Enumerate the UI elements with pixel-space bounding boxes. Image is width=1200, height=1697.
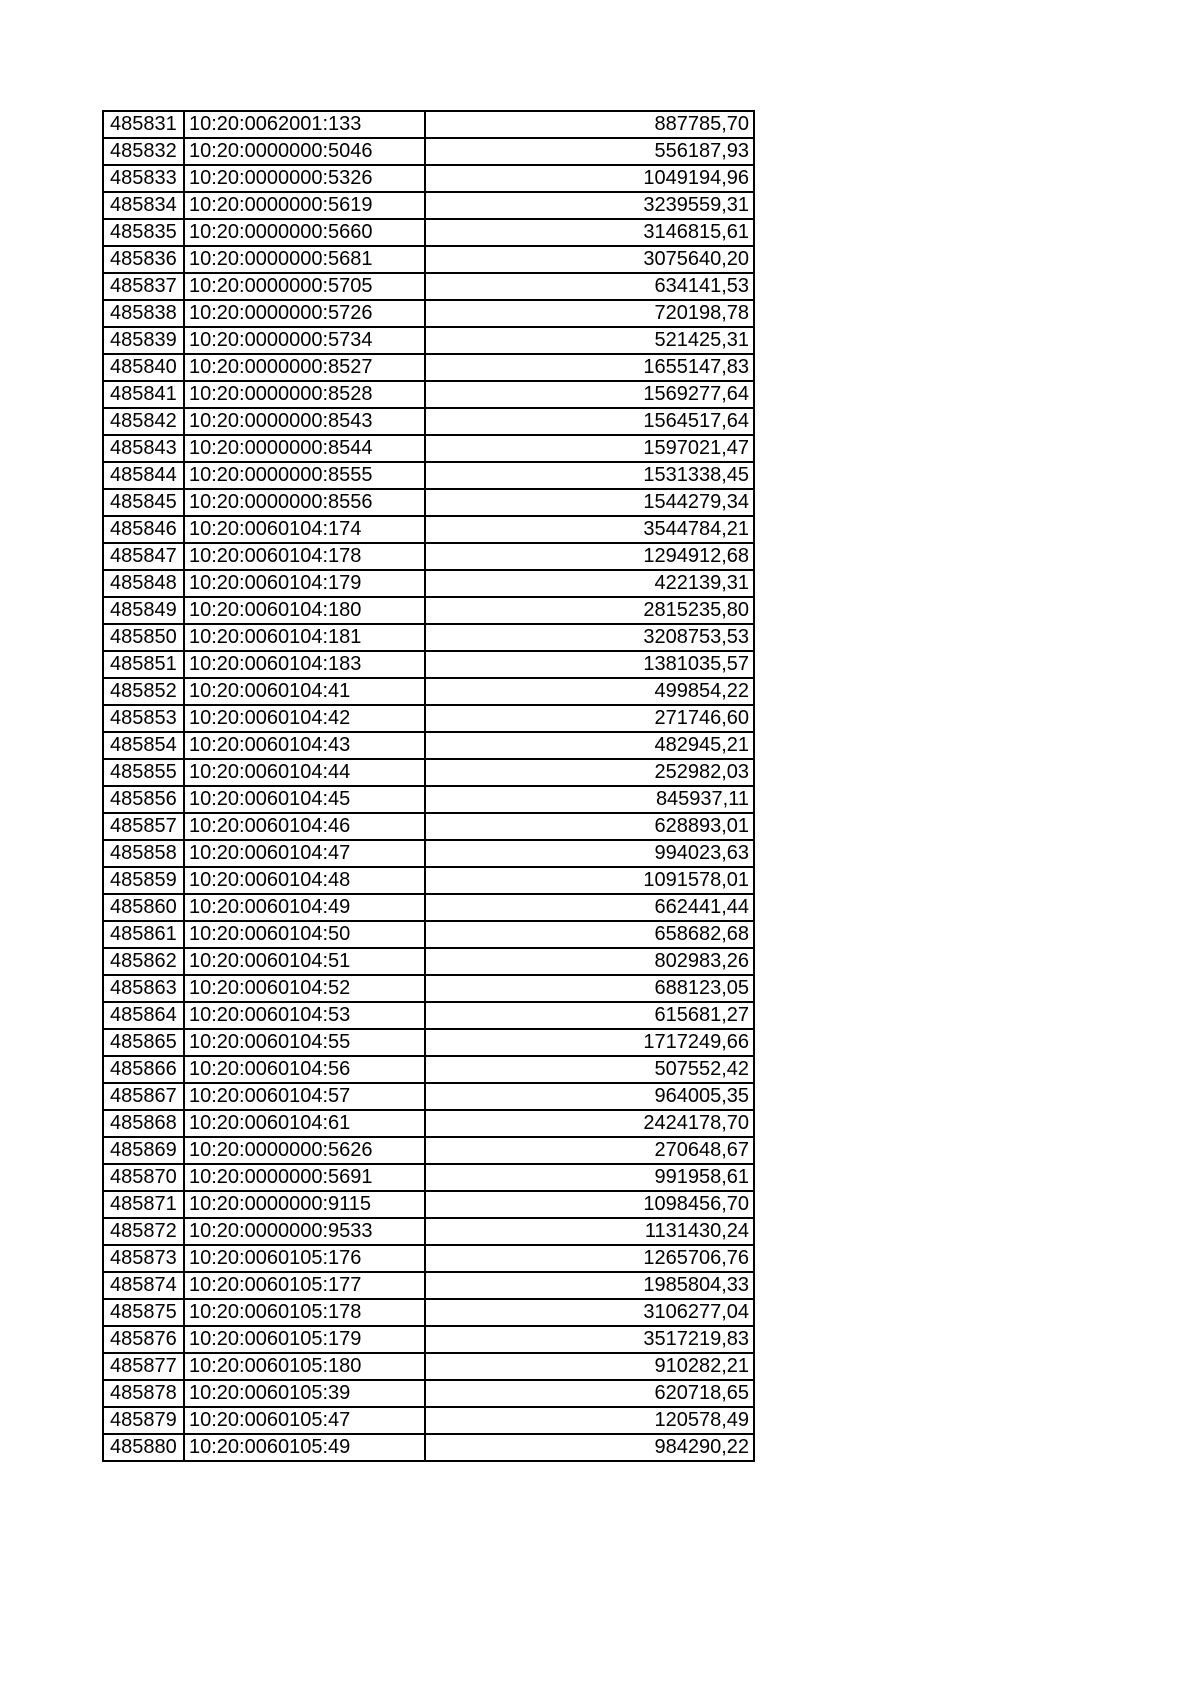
table-row: [103, 1299, 754, 1326]
cadastral-number-cell: 10:20:0000000:8544: [184, 435, 425, 462]
cadastral-number-cell: 10:20:0060105:39: [184, 1380, 425, 1407]
row-number-cell: 485879: [103, 1407, 184, 1434]
cadastral-value-cell: 3517219,83: [425, 1326, 754, 1353]
cadastral-value-cell: 499854,22: [425, 678, 754, 705]
cadastral-number-cell: 10:20:0060104:41: [184, 678, 425, 705]
cadastral-number-cell: 10:20:0060104:44: [184, 759, 425, 786]
table-row: [103, 651, 754, 678]
row-number-cell: 485876: [103, 1326, 184, 1353]
cadastral-number-cell: 10:20:0060104:179: [184, 570, 425, 597]
table-row: [103, 516, 754, 543]
cadastral-value-cell: 521425,31: [425, 327, 754, 354]
row-number-cell: 485857: [103, 813, 184, 840]
table-row: [103, 300, 754, 327]
cadastral-value-cell: 120578,49: [425, 1407, 754, 1434]
row-number-cell: 485872: [103, 1218, 184, 1245]
table-row: [103, 1353, 754, 1380]
cadastral-value-cell: 688123,05: [425, 975, 754, 1002]
cadastral-number-cell: 10:20:0000000:5705: [184, 273, 425, 300]
row-number-cell: 485856: [103, 786, 184, 813]
cadastral-value-cell: 1098456,70: [425, 1191, 754, 1218]
cadastral-number-cell: 10:20:0060104:180: [184, 597, 425, 624]
row-number-cell: 485861: [103, 921, 184, 948]
cadastral-value-cell: 984290,22: [425, 1434, 754, 1461]
row-number-cell: 485860: [103, 894, 184, 921]
table-row: [103, 1029, 754, 1056]
cadastral-value-cell: 1544279,34: [425, 489, 754, 516]
cadastral-number-cell: 10:20:0060104:181: [184, 624, 425, 651]
cadastral-value-cell: 802983,26: [425, 948, 754, 975]
cadastral-value-cell: 1985804,33: [425, 1272, 754, 1299]
table-row: [103, 165, 754, 192]
table-row: [103, 975, 754, 1002]
cadastral-value-cell: 2424178,70: [425, 1110, 754, 1137]
cadastral-value-cell: 615681,27: [425, 1002, 754, 1029]
cadastral-value-cell: 845937,11: [425, 786, 754, 813]
table-row: [103, 138, 754, 165]
table-row: [103, 921, 754, 948]
table-row: [103, 1380, 754, 1407]
cadastral-number-cell: 10:20:0060105:47: [184, 1407, 425, 1434]
cadastral-value-cell: 1569277,64: [425, 381, 754, 408]
row-number-cell: 485849: [103, 597, 184, 624]
cadastral-number-cell: 10:20:0060104:46: [184, 813, 425, 840]
cadastral-value-cell: 3208753,53: [425, 624, 754, 651]
row-number-cell: 485845: [103, 489, 184, 516]
table-row: [103, 948, 754, 975]
cadastral-value-cell: 991958,61: [425, 1164, 754, 1191]
cadastral-number-cell: 10:20:0060105:176: [184, 1245, 425, 1272]
table-row: [103, 192, 754, 219]
row-number-cell: 485865: [103, 1029, 184, 1056]
row-number-cell: 485831: [103, 111, 184, 138]
cadastral-number-cell: 10:20:0060104:47: [184, 840, 425, 867]
cadastral-value-cell: 3239559,31: [425, 192, 754, 219]
table-row: [103, 1056, 754, 1083]
cadastral-value-cell: 1294912,68: [425, 543, 754, 570]
row-number-cell: 485841: [103, 381, 184, 408]
table-row: [103, 489, 754, 516]
cadastral-value-cell: 507552,42: [425, 1056, 754, 1083]
table-row: [103, 624, 754, 651]
cadastral-value-cell: 634141,53: [425, 273, 754, 300]
cadastral-value-cell: 3146815,61: [425, 219, 754, 246]
cadastral-number-cell: 10:20:0062001:133: [184, 111, 425, 138]
row-number-cell: 485851: [103, 651, 184, 678]
table-row: [103, 435, 754, 462]
cadastral-number-cell: 10:20:0060104:178: [184, 543, 425, 570]
cadastral-value-cell: 1049194,96: [425, 165, 754, 192]
cadastral-number-cell: 10:20:0000000:5681: [184, 246, 425, 273]
row-number-cell: 485870: [103, 1164, 184, 1191]
table-row: [103, 813, 754, 840]
cadastral-number-cell: 10:20:0060104:50: [184, 921, 425, 948]
table-row: [103, 678, 754, 705]
table-row: [103, 219, 754, 246]
row-number-cell: 485854: [103, 732, 184, 759]
cadastral-value-cell: 887785,70: [425, 111, 754, 138]
cadastral-value-cell: 3075640,20: [425, 246, 754, 273]
cadastral-value-cell: 1655147,83: [425, 354, 754, 381]
cadastral-value-cell: 271746,60: [425, 705, 754, 732]
table-row: [103, 786, 754, 813]
cadastral-number-cell: 10:20:0060104:55: [184, 1029, 425, 1056]
cadastral-number-cell: 10:20:0000000:8555: [184, 462, 425, 489]
cadastral-number-cell: 10:20:0060104:57: [184, 1083, 425, 1110]
row-number-cell: 485840: [103, 354, 184, 381]
row-number-cell: 485852: [103, 678, 184, 705]
cadastral-number-cell: 10:20:0060105:178: [184, 1299, 425, 1326]
row-number-cell: 485874: [103, 1272, 184, 1299]
cadastral-value-cell: 720198,78: [425, 300, 754, 327]
table-row: [103, 381, 754, 408]
row-number-cell: 485838: [103, 300, 184, 327]
row-number-cell: 485836: [103, 246, 184, 273]
table-row: [103, 1002, 754, 1029]
cadastral-number-cell: 10:20:0000000:8556: [184, 489, 425, 516]
row-number-cell: 485867: [103, 1083, 184, 1110]
cadastral-value-cell: 1131430,24: [425, 1218, 754, 1245]
table-row: [103, 327, 754, 354]
table-row: [103, 597, 754, 624]
table-row: [103, 1434, 754, 1461]
row-number-cell: 485877: [103, 1353, 184, 1380]
cadastral-number-cell: 10:20:0060104:183: [184, 651, 425, 678]
row-number-cell: 485844: [103, 462, 184, 489]
cadastral-value-cell: 1265706,76: [425, 1245, 754, 1272]
cadastral-value-table: [102, 110, 755, 1462]
row-number-cell: 485873: [103, 1245, 184, 1272]
table-row: [103, 111, 754, 138]
table-row: [103, 246, 754, 273]
cadastral-number-cell: 10:20:0060104:51: [184, 948, 425, 975]
row-number-cell: 485853: [103, 705, 184, 732]
table-row: [103, 1245, 754, 1272]
cadastral-number-cell: 10:20:0000000:5660: [184, 219, 425, 246]
cadastral-number-cell: 10:20:0060105:177: [184, 1272, 425, 1299]
cadastral-value-cell: 1381035,57: [425, 651, 754, 678]
row-number-cell: 485868: [103, 1110, 184, 1137]
cadastral-number-cell: 10:20:0060104:42: [184, 705, 425, 732]
cadastral-number-cell: 10:20:0060105:49: [184, 1434, 425, 1461]
row-number-cell: 485875: [103, 1299, 184, 1326]
cadastral-value-cell: 658682,68: [425, 921, 754, 948]
cadastral-number-cell: 10:20:0000000:5734: [184, 327, 425, 354]
row-number-cell: 485855: [103, 759, 184, 786]
cadastral-number-cell: 10:20:0060104:56: [184, 1056, 425, 1083]
row-number-cell: 485832: [103, 138, 184, 165]
row-number-cell: 485847: [103, 543, 184, 570]
row-number-cell: 485842: [103, 408, 184, 435]
cadastral-number-cell: 10:20:0060104:53: [184, 1002, 425, 1029]
cadastral-number-cell: 10:20:0060104:48: [184, 867, 425, 894]
cadastral-value-cell: 628893,01: [425, 813, 754, 840]
cadastral-number-cell: 10:20:0000000:5046: [184, 138, 425, 165]
row-number-cell: 485878: [103, 1380, 184, 1407]
row-number-cell: 485837: [103, 273, 184, 300]
table-row: [103, 1164, 754, 1191]
cadastral-number-cell: 10:20:0000000:8527: [184, 354, 425, 381]
table-row: [103, 543, 754, 570]
cadastral-value-cell: 1091578,01: [425, 867, 754, 894]
table-row: [103, 570, 754, 597]
table-row: [103, 1407, 754, 1434]
cadastral-number-cell: 10:20:0000000:5326: [184, 165, 425, 192]
cadastral-value-cell: 1597021,47: [425, 435, 754, 462]
table-row: [103, 1137, 754, 1164]
row-number-cell: 485835: [103, 219, 184, 246]
cadastral-number-cell: 10:20:0000000:8543: [184, 408, 425, 435]
row-number-cell: 485848: [103, 570, 184, 597]
cadastral-value-cell: 252982,03: [425, 759, 754, 786]
row-number-cell: 485839: [103, 327, 184, 354]
cadastral-number-cell: 10:20:0060104:43: [184, 732, 425, 759]
cadastral-number-cell: 10:20:0060104:61: [184, 1110, 425, 1137]
cadastral-number-cell: 10:20:0060104:52: [184, 975, 425, 1002]
table-row: [103, 840, 754, 867]
table-row: [103, 1083, 754, 1110]
cadastral-number-cell: 10:20:0000000:5626: [184, 1137, 425, 1164]
table-row: [103, 1110, 754, 1137]
cadastral-value-cell: 964005,35: [425, 1083, 754, 1110]
table-row: [103, 759, 754, 786]
cadastral-value-cell: 3544784,21: [425, 516, 754, 543]
cadastral-number-cell: 10:20:0060104:174: [184, 516, 425, 543]
row-number-cell: 485880: [103, 1434, 184, 1461]
cadastral-value-cell: 422139,31: [425, 570, 754, 597]
row-number-cell: 485833: [103, 165, 184, 192]
cadastral-number-cell: 10:20:0000000:5619: [184, 192, 425, 219]
row-number-cell: 485843: [103, 435, 184, 462]
table-row: [103, 354, 754, 381]
table-row: [103, 1272, 754, 1299]
cadastral-value-cell: 2815235,80: [425, 597, 754, 624]
table-row: [103, 867, 754, 894]
table-row: [103, 705, 754, 732]
table-body: [103, 111, 754, 1461]
row-number-cell: 485850: [103, 624, 184, 651]
cadastral-value-cell: 1531338,45: [425, 462, 754, 489]
table-row: [103, 1191, 754, 1218]
row-number-cell: 485864: [103, 1002, 184, 1029]
cadastral-value-cell: 662441,44: [425, 894, 754, 921]
row-number-cell: 485863: [103, 975, 184, 1002]
cadastral-number-cell: 10:20:0000000:5726: [184, 300, 425, 327]
cadastral-value-cell: 3106277,04: [425, 1299, 754, 1326]
cadastral-number-cell: 10:20:0000000:9533: [184, 1218, 425, 1245]
row-number-cell: 485862: [103, 948, 184, 975]
cadastral-value-cell: 482945,21: [425, 732, 754, 759]
table-row: [103, 894, 754, 921]
cadastral-value-cell: 994023,63: [425, 840, 754, 867]
row-number-cell: 485869: [103, 1137, 184, 1164]
table-row: [103, 408, 754, 435]
cadastral-value-cell: 1717249,66: [425, 1029, 754, 1056]
cadastral-number-cell: 10:20:0060105:180: [184, 1353, 425, 1380]
cadastral-number-cell: 10:20:0060104:45: [184, 786, 425, 813]
cadastral-number-cell: 10:20:0060104:49: [184, 894, 425, 921]
cadastral-value-cell: 1564517,64: [425, 408, 754, 435]
cadastral-number-cell: 10:20:0000000:5691: [184, 1164, 425, 1191]
row-number-cell: 485871: [103, 1191, 184, 1218]
cadastral-value-cell: 270648,67: [425, 1137, 754, 1164]
cadastral-number-cell: 10:20:0060105:179: [184, 1326, 425, 1353]
row-number-cell: 485858: [103, 840, 184, 867]
cadastral-value-cell: 910282,21: [425, 1353, 754, 1380]
cadastral-value-cell: 556187,93: [425, 138, 754, 165]
row-number-cell: 485866: [103, 1056, 184, 1083]
table-row: [103, 273, 754, 300]
table-row: [103, 732, 754, 759]
cadastral-number-cell: 10:20:0000000:8528: [184, 381, 425, 408]
cadastral-number-cell: 10:20:0000000:9115: [184, 1191, 425, 1218]
row-number-cell: 485859: [103, 867, 184, 894]
table-row: [103, 462, 754, 489]
table-row: [103, 1326, 754, 1353]
table-row: [103, 1218, 754, 1245]
row-number-cell: 485834: [103, 192, 184, 219]
row-number-cell: 485846: [103, 516, 184, 543]
cadastral-value-cell: 620718,65: [425, 1380, 754, 1407]
